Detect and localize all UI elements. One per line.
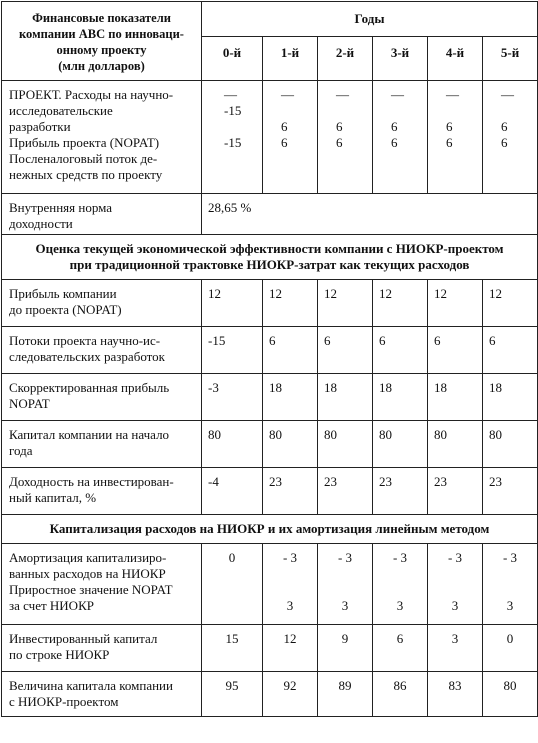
cell: 12 xyxy=(483,280,538,327)
cell: 12 xyxy=(263,280,318,327)
label-line: исследовательские xyxy=(9,103,113,118)
label-line: ПРОЕКТ. Расходы на научно- xyxy=(9,87,174,102)
project-cell-y0 xyxy=(202,81,263,194)
cell: 95 xyxy=(202,672,263,717)
amort-cell xyxy=(373,544,428,625)
row-label xyxy=(2,374,202,421)
irr-value: 28,65 % xyxy=(202,194,538,235)
amort-cell xyxy=(483,544,538,625)
amort-value: - 3 xyxy=(447,550,463,565)
spacer xyxy=(373,582,427,598)
cell: 3 xyxy=(428,625,483,672)
cell: 6 xyxy=(373,327,428,374)
table-row xyxy=(2,421,538,468)
cell: 80 xyxy=(483,672,538,717)
spacer xyxy=(483,566,537,582)
label-line: Потоки проекта научно-ис- xyxy=(9,333,161,348)
irr-label xyxy=(2,194,202,235)
spacer xyxy=(391,103,427,119)
label-line: с НИОКР-проектом xyxy=(9,694,119,709)
label-line: Посленалоговый поток де- xyxy=(9,151,158,166)
cell: 6 xyxy=(483,327,538,374)
amort-cell xyxy=(263,544,318,625)
project-row xyxy=(2,81,538,194)
cell: 23 xyxy=(428,468,483,515)
cell: 18 xyxy=(428,374,483,421)
section-1-row xyxy=(2,235,538,280)
label-line: Доходность на инвестирован- xyxy=(9,474,174,489)
irr-row xyxy=(2,194,538,235)
dash: — xyxy=(336,87,349,102)
cell: -15 xyxy=(202,327,263,374)
cell: 92 xyxy=(263,672,318,717)
cell: 89 xyxy=(318,672,373,717)
nopat-value: 3 xyxy=(341,598,349,613)
label-line: за счет НИОКР xyxy=(9,598,94,613)
cashflow-value: 6 xyxy=(391,135,398,150)
dash: — xyxy=(446,87,459,102)
spacer xyxy=(501,103,537,119)
label-line: Прибыль проекта (NOPAT) xyxy=(9,135,160,150)
section-title-line: при традиционной трактовке НИОКР-затрат как текущих расходов xyxy=(69,257,470,272)
dash: — xyxy=(501,87,514,102)
nopat-value: 6 xyxy=(501,119,508,134)
cell: 12 xyxy=(263,625,318,672)
table-row xyxy=(2,327,538,374)
nopat-value: 6 xyxy=(446,119,453,134)
label-line: следовательских разработок xyxy=(9,349,165,364)
spacer xyxy=(428,582,482,598)
project-cell-y5 xyxy=(483,81,538,194)
cell: 80 xyxy=(428,421,483,468)
year-header: 1-й xyxy=(263,37,318,81)
project-cell-y4 xyxy=(428,81,483,194)
cell: 0 xyxy=(483,625,538,672)
header-left-line: компании ABC по инноваци- xyxy=(19,27,184,41)
cell: 80 xyxy=(483,421,538,468)
spacer xyxy=(336,103,372,119)
nopat-value: 6 xyxy=(391,119,398,134)
cell: 12 xyxy=(318,280,373,327)
cell: 23 xyxy=(318,468,373,515)
cell: 18 xyxy=(318,374,373,421)
project-cell-y1 xyxy=(263,81,318,194)
label-line: ванных расходов на НИОКР xyxy=(9,566,166,581)
year-header: 3-й xyxy=(373,37,428,81)
dash: — xyxy=(224,87,237,102)
amort-cell xyxy=(318,544,373,625)
year-header: 5-й xyxy=(483,37,538,81)
years-title: Годы xyxy=(202,2,538,37)
spacer xyxy=(263,566,317,582)
label-line: разработки xyxy=(9,119,71,134)
spacer xyxy=(202,566,262,582)
section-title-line: Оценка текущей экономической эффективности компании с НИОКР-проектом xyxy=(35,241,504,256)
cell: 18 xyxy=(263,374,318,421)
nopat-value: 3 xyxy=(451,598,459,613)
amort-cell xyxy=(428,544,483,625)
amort-value: 0 xyxy=(228,550,236,565)
year-header: 2-й xyxy=(318,37,373,81)
nopat-value: 6 xyxy=(336,119,343,134)
table-row xyxy=(2,280,538,327)
label-line: Внутренняя норма xyxy=(9,200,113,215)
project-label xyxy=(2,81,202,194)
table-row xyxy=(2,625,538,672)
project-cell-y3 xyxy=(373,81,428,194)
cell: 83 xyxy=(428,672,483,717)
header-row xyxy=(2,2,538,37)
dash: — xyxy=(281,87,294,102)
cell: 15 xyxy=(202,625,263,672)
row-label xyxy=(2,625,202,672)
label-line: Капитал компании на начало xyxy=(9,427,170,442)
row-label xyxy=(2,421,202,468)
cashflow-value: 6 xyxy=(336,135,343,150)
nopat-value xyxy=(224,119,262,135)
spacer xyxy=(281,103,317,119)
header-left-line: (млн долларов) xyxy=(58,59,145,73)
label-line: года xyxy=(9,443,33,458)
nopat-value: 3 xyxy=(396,598,404,613)
row-label xyxy=(2,280,202,327)
cell: 80 xyxy=(202,421,263,468)
spacer xyxy=(373,566,427,582)
label-line: по строке НИОКР xyxy=(9,647,110,662)
amort-value: - 3 xyxy=(502,550,518,565)
spacer xyxy=(263,582,317,598)
cell: 23 xyxy=(373,468,428,515)
label-line: ный капитал, % xyxy=(9,490,97,505)
amort-cell xyxy=(202,544,263,625)
cell: 6 xyxy=(318,327,373,374)
nopat-value: 3 xyxy=(286,598,294,613)
project-cell-y2 xyxy=(318,81,373,194)
spacer xyxy=(428,566,482,582)
table-row xyxy=(2,672,538,717)
label-line: Скорректированная прибыль xyxy=(9,380,170,395)
spacer xyxy=(202,582,262,598)
dash: — xyxy=(391,87,404,102)
cell: 6 xyxy=(263,327,318,374)
label-line: до проекта (NOPAT) xyxy=(9,302,122,317)
cell: 80 xyxy=(318,421,373,468)
nopat-value: 6 xyxy=(281,119,288,134)
financial-table xyxy=(1,1,538,717)
header-left-cell xyxy=(2,2,202,81)
cashflow-value: 6 xyxy=(446,135,453,150)
row-label xyxy=(2,672,202,717)
cell: 86 xyxy=(373,672,428,717)
section-2-row xyxy=(2,515,538,544)
cell: 12 xyxy=(428,280,483,327)
table-row xyxy=(2,468,538,515)
cell: 23 xyxy=(263,468,318,515)
cell: 6 xyxy=(428,327,483,374)
label-line: NOPAT xyxy=(9,396,50,411)
cashflow-value: -15 xyxy=(224,135,242,150)
cell: 23 xyxy=(483,468,538,515)
header-left-line: онному проекту xyxy=(56,43,147,57)
label-line: Амортизация капитализиро- xyxy=(9,550,167,565)
label-line: нежных средств по проекту xyxy=(9,167,163,182)
cell: 80 xyxy=(373,421,428,468)
spacer xyxy=(446,103,482,119)
amort-label xyxy=(2,544,202,625)
table-row xyxy=(2,374,538,421)
label-line: доходности xyxy=(9,216,73,231)
label-line: Инвестированный капитал xyxy=(9,631,158,646)
label-line: Прибыль компании xyxy=(9,286,117,301)
amort-value: - 3 xyxy=(337,550,353,565)
cashflow-value: 6 xyxy=(281,135,288,150)
spacer xyxy=(318,566,372,582)
cell: 18 xyxy=(373,374,428,421)
cell: -3 xyxy=(202,374,263,421)
cell: 12 xyxy=(202,280,263,327)
label-line: Величина капитала компании xyxy=(9,678,173,693)
spacer xyxy=(318,582,372,598)
year-header: 4-й xyxy=(428,37,483,81)
cell: 80 xyxy=(263,421,318,468)
cell: 6 xyxy=(373,625,428,672)
row-label xyxy=(2,327,202,374)
amort-value: - 3 xyxy=(282,550,298,565)
amort-row xyxy=(2,544,538,625)
spacer xyxy=(483,582,537,598)
cell: 9 xyxy=(318,625,373,672)
label-line: Приростное значение NOPAT xyxy=(9,582,173,597)
row-label xyxy=(2,468,202,515)
cell: 12 xyxy=(373,280,428,327)
amort-value: - 3 xyxy=(392,550,408,565)
section-2-title: Капитализация расходов на НИОКР и их амортизация линейным методом xyxy=(2,515,538,544)
nopat-value: 3 xyxy=(506,598,514,613)
cashflow-value: 6 xyxy=(501,135,508,150)
header-left-line: Финансовые показатели xyxy=(32,11,171,25)
cell: 18 xyxy=(483,374,538,421)
year-header: 0-й xyxy=(202,37,263,81)
section-1-title xyxy=(2,235,538,280)
cell: -4 xyxy=(202,468,263,515)
rd-value: -15 xyxy=(224,103,242,118)
